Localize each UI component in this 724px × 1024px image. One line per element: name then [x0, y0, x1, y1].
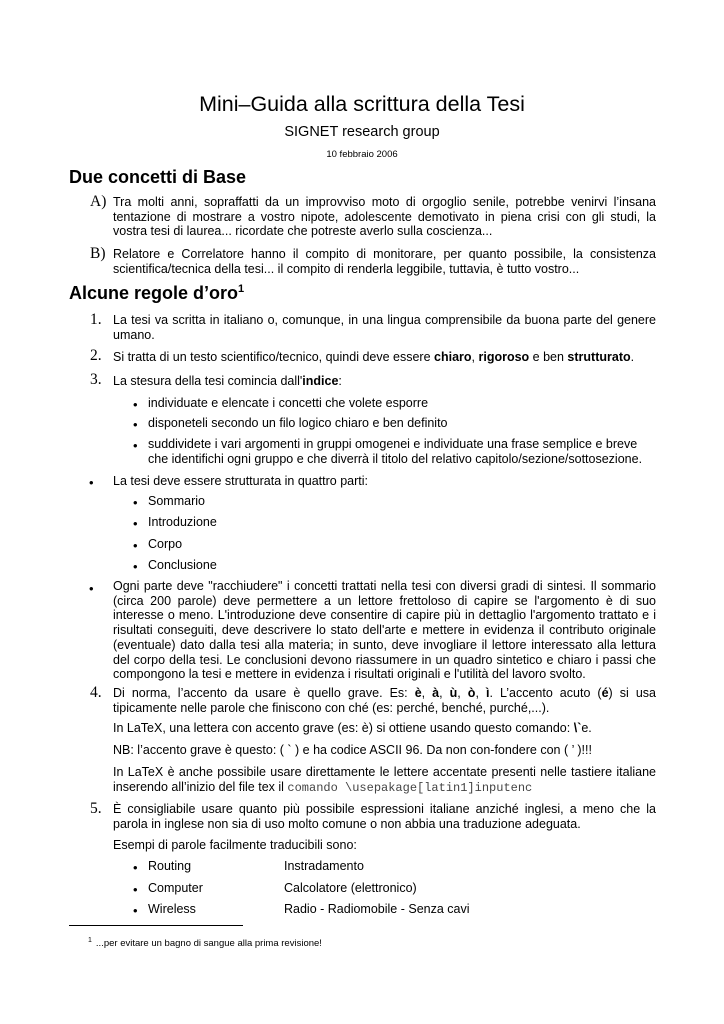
text-run: .: [630, 350, 635, 364]
footnote-marker: 1: [88, 937, 92, 944]
sub-list-item: Introduzione: [148, 515, 217, 529]
list-item: È consigliabile usare quanto più possibile espressioni italiane anziché inglesi, a meno che la parola in inglese non sia di uso molto comune o non abbia una traduzione adeguata.: [113, 802, 656, 831]
text-run: La stesura della tesi comincia dall': [113, 374, 303, 388]
footnote-ref: 1: [238, 283, 245, 295]
list-item: Tra molti anni, sopraffatti da un improvviso moto di orgoglio senile, potrebbe venirvi l’insana tentazione di mostrare a vostro nipote, adolescente demotivato in piena crisi con gli studi, la vostra tesi di laurea... ricordate che potreste averlo sulla coscienza...: [113, 195, 656, 239]
list-item: [113, 374, 656, 389]
footnote-divider: [69, 925, 243, 926]
english-term: Wireless: [148, 902, 196, 916]
bullet-icon: •: [133, 397, 138, 412]
bold-term: strutturato: [567, 350, 631, 364]
list-marker: 2.: [90, 347, 102, 364]
paragraph: Esempi di parole facilmente traducibili sono:: [113, 838, 357, 852]
bold-term: à: [432, 686, 440, 700]
bold-term: é: [601, 686, 609, 700]
bold-term: chiaro: [434, 350, 472, 364]
sub-list-item: suddividete i vari argomenti in gruppi omogenei e individuate una frase semplice e breve che identifichi ogni gruppo e che diverrà il titolo del relativo capitolo/sezione/sottosezione.: [148, 437, 643, 466]
bullet-icon: •: [133, 516, 138, 531]
bullet-icon: •: [133, 438, 138, 453]
text-run: In LaTeX, una lettera con accento grave (es: è) si ottiene usando questo comando:: [113, 721, 574, 735]
section-heading-text: Due concetti di Base: [69, 167, 247, 187]
english-term: Routing: [148, 859, 192, 873]
text-run: ) si usa tipicamente nelle parole che finiscono con ché (es: perché, benché, purché,...).: [113, 686, 656, 715]
list-item: La tesi deve essere strutturata in quattro parti:: [113, 474, 368, 488]
list-item: La tesi va scritta in italiano o, comunque, in una lingua comprensibile da buona parte del genere umano.: [113, 313, 656, 342]
bullet-icon: •: [133, 538, 138, 553]
list-marker: 3.: [90, 371, 102, 388]
list-marker: A): [90, 193, 107, 210]
bullet-icon: •: [89, 475, 94, 490]
bold-term: ù: [449, 686, 458, 700]
list-item: Relatore e Correlatore hanno il compito di monitorare, per quanto possibile, la consistenza scientifica/tecnica della tesi... il compito di renderla leggibile, tuttavia, è tutto vostro...: [113, 247, 656, 276]
bullet-icon: •: [133, 882, 138, 897]
text-run: ,: [475, 686, 486, 700]
text-run: . L’accento acuto (: [489, 686, 602, 700]
paragraph: [113, 721, 656, 736]
section-heading: [69, 283, 244, 304]
sub-list-item: Conclusione: [148, 558, 217, 572]
bullet-icon: •: [133, 903, 138, 918]
footnote-text: ...per evitare un bagno di sangue alla prima revisione!: [95, 938, 322, 949]
list-item: [113, 686, 656, 715]
bold-term: ò: [467, 686, 476, 700]
list-marker: 5.: [90, 800, 102, 817]
list-item: Ogni parte deve "racchiudere" i concetti trattati nella tesi con diversi gradi di sintesi. Il sommario (circa 200 parole) deve permettere a un lettore frettoloso di capire se l'argomento è di suo interesse o meno. L'introduzione deve consentire di capire più in dettaglio l'argomento trattato e i risultati conseguiti, deve descrivere lo stato dell'arte e mettere in evidenza il contributo originale (eventuale) dato dalla tesi alla materia; in sunto, deve invogliare il lettore interessato alla lettura del corpo della tesi. Le conclusioni devono riassumere in un quadro sintetico e chiaro i passi che compongono la tesi e mettere in evidenza i risultati originali e l'utilità del lavoro svolto.: [113, 579, 656, 682]
italian-term: Radio - Radiomobile - Senza cavi: [284, 902, 470, 916]
bold-term: rigoroso: [478, 350, 530, 364]
text-run: ,: [471, 350, 479, 364]
paragraph: [113, 765, 656, 795]
sub-list-item: disponeteli secondo un filo logico chiaro e ben definito: [148, 416, 448, 430]
bold-term: indice: [302, 374, 339, 388]
list-item: [113, 350, 656, 365]
code-snippet: comando \usepakage[latin1]inputenc: [287, 780, 533, 795]
page-subtitle: SIGNET research group: [284, 124, 440, 140]
paragraph: NB: l’accento grave è questo: ( ` ) e ha codice ASCII 96. Da non con-fondere con ( ’ )!!!: [113, 743, 592, 757]
bullet-icon: •: [133, 495, 138, 510]
italian-term: Instradamento: [284, 859, 364, 873]
text-run: ,: [457, 686, 468, 700]
english-term: Computer: [148, 881, 203, 895]
text-run: ,: [439, 686, 450, 700]
text-run: e ben: [529, 350, 568, 364]
page-title: Mini–Guida alla scrittura della Tesi: [199, 92, 525, 116]
bullet-icon: •: [133, 559, 138, 574]
text-run: ,: [421, 686, 433, 700]
page-date: 10 febbraio 2006: [326, 149, 398, 160]
text-run: Si tratta di un testo scientifico/tecnico, quindi deve essere: [113, 350, 435, 364]
bullet-icon: •: [133, 417, 138, 432]
list-marker: B): [90, 245, 106, 262]
bullet-icon: •: [89, 581, 94, 596]
text-run: Di norma, l’accento da usare è quello grave. Es:: [113, 686, 415, 700]
italian-term: Calcolatore (elettronico): [284, 881, 417, 895]
footnote: [88, 938, 322, 949]
latex-command: \`: [573, 721, 582, 735]
sub-list-item: Corpo: [148, 537, 183, 551]
text-run: In LaTeX è anche possibile usare direttamente le lettere accentate presenti nelle tastiere italiane inserendo all’inizio del file tex il: [113, 765, 656, 794]
bullet-icon: •: [133, 860, 138, 875]
section-heading: [69, 167, 246, 188]
text-run: e.: [581, 721, 592, 735]
sub-list-item: individuate e elencate i concetti che volete esporre: [148, 396, 429, 410]
bold-term: è: [414, 686, 422, 700]
list-marker: 1.: [90, 311, 102, 328]
section-heading-text: Alcune regole d’oro: [69, 283, 239, 303]
list-marker: 4.: [90, 684, 102, 701]
sub-list-item: Sommario: [148, 494, 205, 508]
bold-term: ì: [485, 686, 490, 700]
text-run: :: [338, 374, 342, 388]
